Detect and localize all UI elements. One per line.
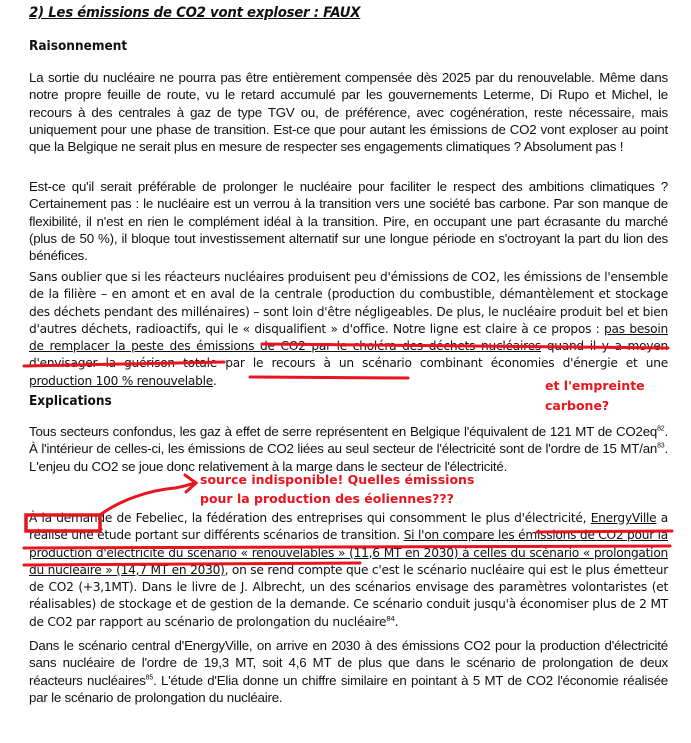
paragraph-5-text-mid: a réalisé une étude portant sur différents scénarios de transition. — [29, 511, 669, 543]
paragraph-3 — [29, 269, 668, 390]
paragraph-5-text: À la demande de Febeliec, la fédération des entreprises qui consomment le plus d'électricité, — [29, 511, 591, 525]
paragraph-5-text-post: , on se rend compte que c'est le scénario nucléaire qui est le plus émetteur de CO2 (+3,1MT). Dans le livre de J. Albrecht, un des scénarios envisage des paramètres volontaristes (et réalisables) de stockage et de gestion de la demande. Ce scénario conduit jusqu'à économiser plus de 2 MT de CO2 par rapport au scénario de prolongation du nucléaire — [29, 562, 668, 629]
footnote-83[interactable]: 83 — [657, 442, 665, 450]
paragraph-3-text-mid: quand il y a moyen d'envisager la guérison totale par le recours à un scénario combinant économies d'énergie et une — [29, 339, 669, 371]
paragraph-4 — [29, 423, 668, 475]
annotation-source-line-2: pour la production des éoliennes??? — [200, 491, 454, 506]
highlighted-comparison: Si l'on compare les émissions de CO2 pour la production d'électricité du scénario « renouvelables » (11,6 MT en 2030) à celles du scénario « prolongation du nucléaire » (14,7 MT en 2030) — [29, 528, 668, 577]
footnote-84[interactable]: 84 — [386, 614, 395, 623]
annotation-carbon-footprint-line-2: carbone? — [545, 398, 610, 413]
heading-explications: Explications — [29, 393, 112, 409]
paragraph-1: La sortie du nucléaire ne pourra pas être entièrement compensée dès 2025 par du renouvelable. Même dans notre propre feuille de route, vu le retard accumulé par les gouvernements Leterme, Di Rupo et Michel, le recours à des centrales à gaz de type TGV ou, de préférence, avec cogénération, reste nécessaire, mais uniquement pour une phase de transition. Est-ce que pour autant les émissions de CO2 vont exploser au point que la Belgique ne serait plus en mesure de respecter ses engagements climatiques ? Absolument pas ! — [29, 70, 668, 155]
paragraph-4-text-3: . L'enjeu du CO2 se joue donc relativement à la marge dans le secteur de l'électricité. — [29, 441, 668, 474]
paragraph-3-text: Sans oublier que si les réacteurs nucléaires produisent peu d'émissions de CO2, les émissions de l'ensemble de la filière – en amont et en aval de la centrale (production du combustible, démantèlement et stockage des déchets pendant des millénaires) – sont loin d'être négligeables. De plus, le nucléaire produit bel et bien d'autres déchets, radioactifs, qui le « disqualifient » d'office. Notre ligne est claire à ce propos : — [29, 270, 668, 336]
energyville-boxed: EnergyVille — [590, 511, 657, 525]
arrow-head-icon — [185, 475, 196, 492]
annotation-carbon-footprint — [545, 376, 645, 416]
section-title: 2) Les émissions de CO2 vont exploser : FAUX — [29, 5, 361, 21]
paragraph-5-end: . — [394, 614, 399, 629]
paragraph-4-text: Tous secteurs confondus, les gaz à effet de serre représentent en Belgique l'équivalent de 121 MT de CO2eq — [29, 424, 658, 439]
paragraph-6-text-2: . L'étude d'Elia donne un chiffre similaire en pointant à 5 MT de CO2 l'économie réalisée par le scénario de prolongation du nucléaire. — [29, 672, 668, 705]
paragraph-2: Est-ce qu'il serait préférable de prolonger le nucléaire pour faciliter le respect des ambitions climatiques ? Certainement pas : le nucléaire est un verrou à la transition vers une société bas carbone. Par son manque de flexibilité, il n'est en rien le complément idéal à la transition. Pire, en occupant une part écrasante du marché (plus de 50 %), il bloque tout investissement alternatif sur une longue période en s'octroyant la part du lion des bénéfices. — [29, 179, 668, 264]
paragraph-6 — [29, 637, 668, 706]
annotation-carbon-footprint-line-1: et l'empreinte — [545, 378, 645, 393]
footnote-85[interactable]: 85 — [145, 674, 154, 682]
annotation-source-line-1: source indisponible! Quelles émissions — [200, 472, 475, 487]
highlighted-phrase-peste-cholera: pas besoin de remplacer la peste des émissions de CO2 par le choléra des déchets nucléaires — [29, 321, 668, 354]
footnote-82[interactable]: 82 — [657, 425, 665, 433]
paragraph-5 — [29, 510, 668, 631]
paragraph-6-text: Dans le scénario central d'EnergyVille, on arrive en 2030 à des émissions CO2 pour la production d'électricité sans nucléaire de l'ordre de 19,3 MT, soit 4,6 MT de plus que dans le scénario de prolongation de deux réacteurs nucléaires — [29, 638, 668, 688]
paragraph-4-text-2: . À l'intérieur de celles-ci, les émissions de CO2 liées au seul secteur de l'électricité sont de l'ordre de 15 MT/an — [29, 424, 668, 457]
paragraph-3-end: . — [213, 373, 217, 388]
annotation-source-unavailable — [200, 470, 474, 508]
highlighted-phrase-renouvelable: production 100 % renouvelable — [29, 373, 213, 388]
heading-raisonnement: Raisonnement — [29, 38, 128, 54]
